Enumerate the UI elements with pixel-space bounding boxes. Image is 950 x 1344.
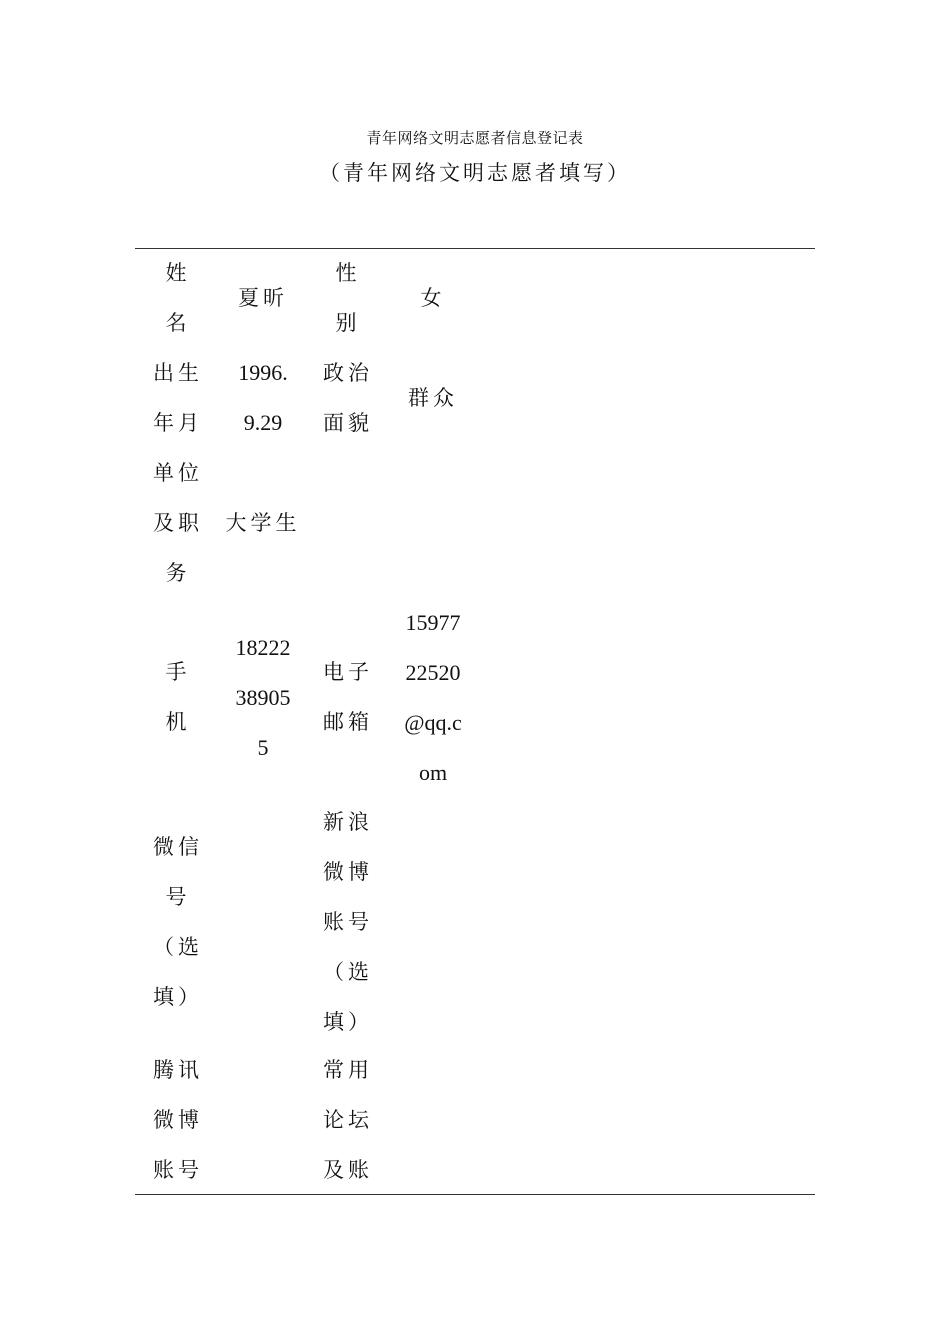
unit-position-value: 大学生: [225, 511, 301, 535]
wechat-label: 微信 号 （选 填）: [153, 835, 203, 1009]
email-value: 15977 22520 @qq.c om: [404, 610, 462, 785]
forum-account-label: 常用 论坛 及账: [323, 1058, 373, 1182]
unit-position-label: 单位 及职 务: [153, 461, 203, 585]
document-title: 青年网络文明志愿者信息登记表: [366, 129, 584, 147]
political-status-value: 群众: [408, 386, 458, 410]
gender-value: 女: [420, 286, 446, 310]
phone-value: 18222 38905 5: [235, 635, 291, 760]
name-value: 夏昕: [238, 286, 288, 310]
phone-label: 手 机: [165, 660, 191, 734]
tencent-weibo-label: 腾讯 微博 账号: [153, 1058, 203, 1182]
sina-weibo-label: 新浪 微博 账号 （选 填）: [323, 810, 373, 1034]
table-bottom-rule: [135, 1194, 815, 1195]
name-label: 姓 名: [165, 261, 191, 335]
table-top-rule: [135, 248, 815, 249]
email-label: 电子 邮箱: [323, 660, 373, 734]
political-status-label: 政治 面貌: [323, 361, 373, 435]
birth-value: 1996. 9.29: [238, 360, 288, 435]
document-subtitle: （青年网络文明志愿者填写）: [319, 161, 631, 185]
gender-label: 性 别: [335, 261, 361, 335]
birth-label: 出生 年月: [153, 361, 203, 435]
